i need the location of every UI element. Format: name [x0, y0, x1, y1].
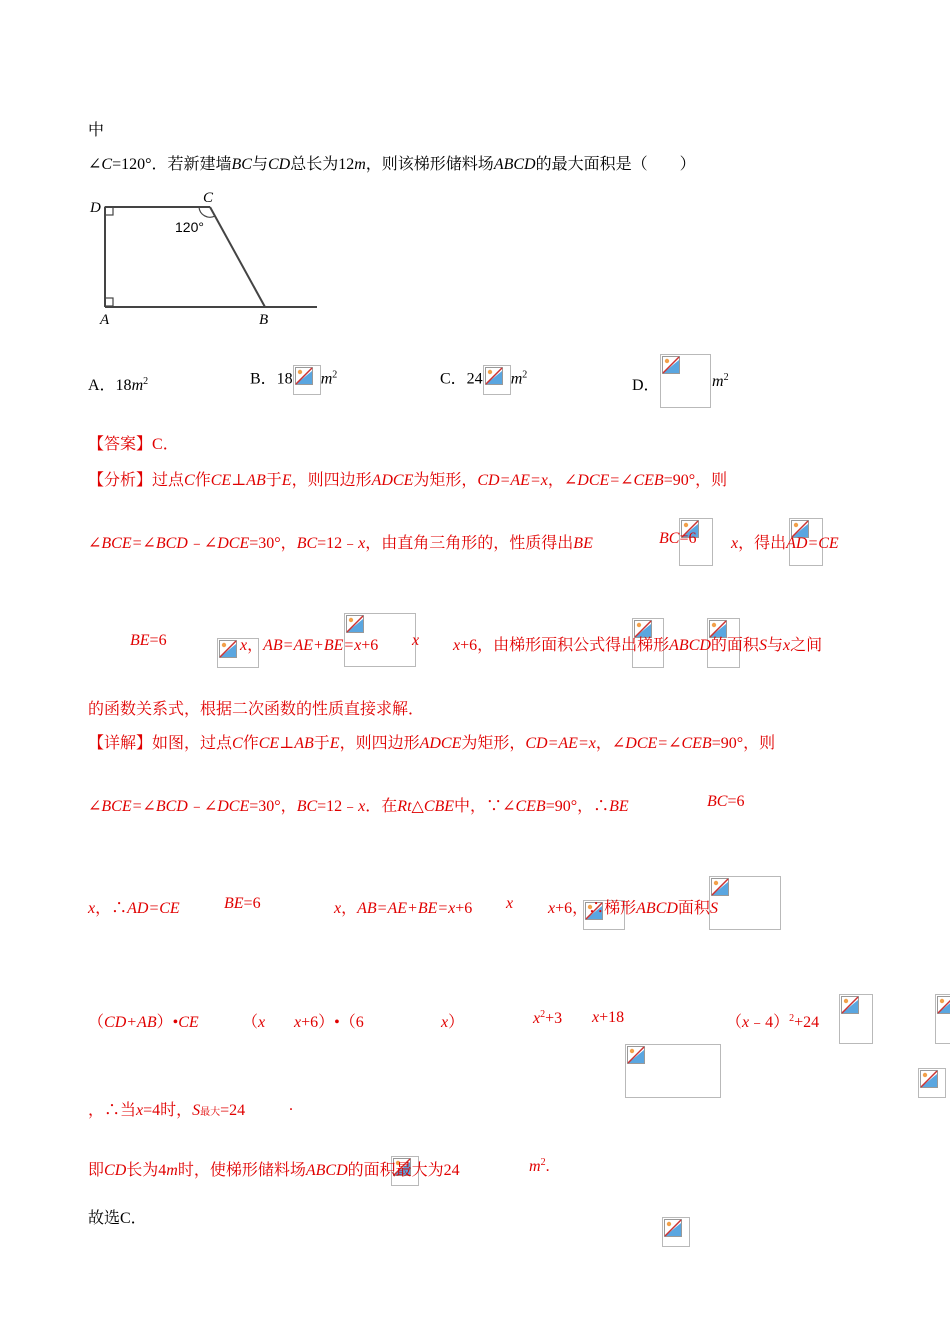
detail-line-6-end: $m^2$. — [529, 1157, 550, 1175]
detail-line-4c: x+6）•（6 — [294, 1014, 364, 1031]
option-d: D． — [632, 377, 660, 394]
formula-image-icon — [839, 994, 873, 1044]
formula-image-icon — [660, 354, 711, 408]
analysis-line-2: ∠BCE=∠BCD﹣∠DCE=30°，BC=12﹣x，由直角三角形的，性质得出BE — [88, 535, 593, 552]
analysis-line-2c: x，得出AD=CE — [731, 535, 839, 552]
label-d: D — [90, 200, 101, 216]
option-c: C．24 $m^2$ — [440, 365, 527, 395]
detail-line-4d: x） — [441, 1014, 465, 1031]
detail-line-4f: x+18 — [592, 1009, 625, 1026]
formula-image-icon — [935, 994, 950, 1044]
header-char: 中 — [88, 122, 105, 139]
detail-line-2b: BC=6 — [707, 793, 745, 810]
trapezoid-figure — [85, 185, 325, 330]
analysis-line-4: 的函数关系式，根据二次函数的性质直接求解． — [88, 701, 425, 718]
label-b: B — [259, 312, 269, 328]
detail-line-1: 【详解】如图，过点C作CE⊥AB于E，则四边形ADCE为矩形，CD=AE=x，∠DCE=∠CEB=90°，则 — [88, 735, 776, 752]
analysis-line-1: 【分析】过点C作CE⊥AB于E，则四边形ADCE为矩形，CD=AE=x，∠DCE=∠CEB=90°，则 — [88, 472, 728, 489]
detail-line-4b: （x — [242, 1014, 266, 1031]
detail-line-3e: x+6，∴梯形ABCD面积S — [548, 900, 718, 917]
analysis-line-2b: BC=6 — [659, 530, 697, 547]
formula-image-icon — [662, 1217, 690, 1247]
detail-line-4a: （CD+AB）•CE — [88, 1014, 199, 1031]
analysis-line-3c: x — [412, 632, 420, 649]
option-a: A．$18m^2$ — [88, 376, 149, 394]
analysis-line-3a: BE=6 — [130, 632, 167, 649]
detail-line-3c: x，AB=AE+BE=x+6 — [334, 900, 473, 917]
analysis-line-3b: x，AB=AE+BE=x+6 — [240, 637, 379, 654]
option-b: B．18 $m^2$ — [250, 365, 337, 395]
formula-image-icon — [483, 365, 511, 395]
formula-image-icon — [709, 876, 781, 930]
detail-line-6: 即CD长为4m时，使梯形储料场ABCD的面积最大为24 — [88, 1162, 460, 1179]
detail-line-5: ，∴当x=4时，S最大=24 — [88, 1102, 246, 1119]
label-c: C — [203, 190, 214, 206]
detail-line-4g: （x﹣4）$^2$+24 — [726, 1013, 820, 1031]
formula-image-icon — [625, 1044, 721, 1098]
formula-image-icon — [918, 1068, 946, 1098]
answer-line: 【答案】C． — [88, 436, 179, 453]
detail-line-2: ∠BCE=∠BCD﹣∠DCE=30°，BC=12﹣x．在Rt△CBE中，∵∠CEB=90°，∴BE — [88, 798, 629, 815]
option-d-unit: $m^2$ — [712, 372, 729, 390]
detail-line-3a: x，∴AD=CE — [88, 900, 180, 917]
detail-line-5-end: . — [289, 1097, 293, 1114]
angle-label: 120° — [175, 219, 204, 235]
detail-line-3b: BE=6 — [224, 895, 261, 912]
analysis-line-3d: x+6，由梯形面积公式得出梯形ABCD的面积S与x之间 — [453, 637, 823, 654]
detail-line-4e: $x^2+3$ — [533, 1009, 563, 1027]
question-stem: ∠C=120°．若新建墙BC与CD总长为12m，则该梯形储料场ABCD的最大面积是（ ） — [88, 156, 696, 173]
label-a: A — [100, 312, 110, 328]
formula-image-icon — [293, 365, 321, 395]
detail-line-7: 故选C． — [88, 1210, 147, 1227]
detail-line-3d: x — [506, 895, 514, 912]
